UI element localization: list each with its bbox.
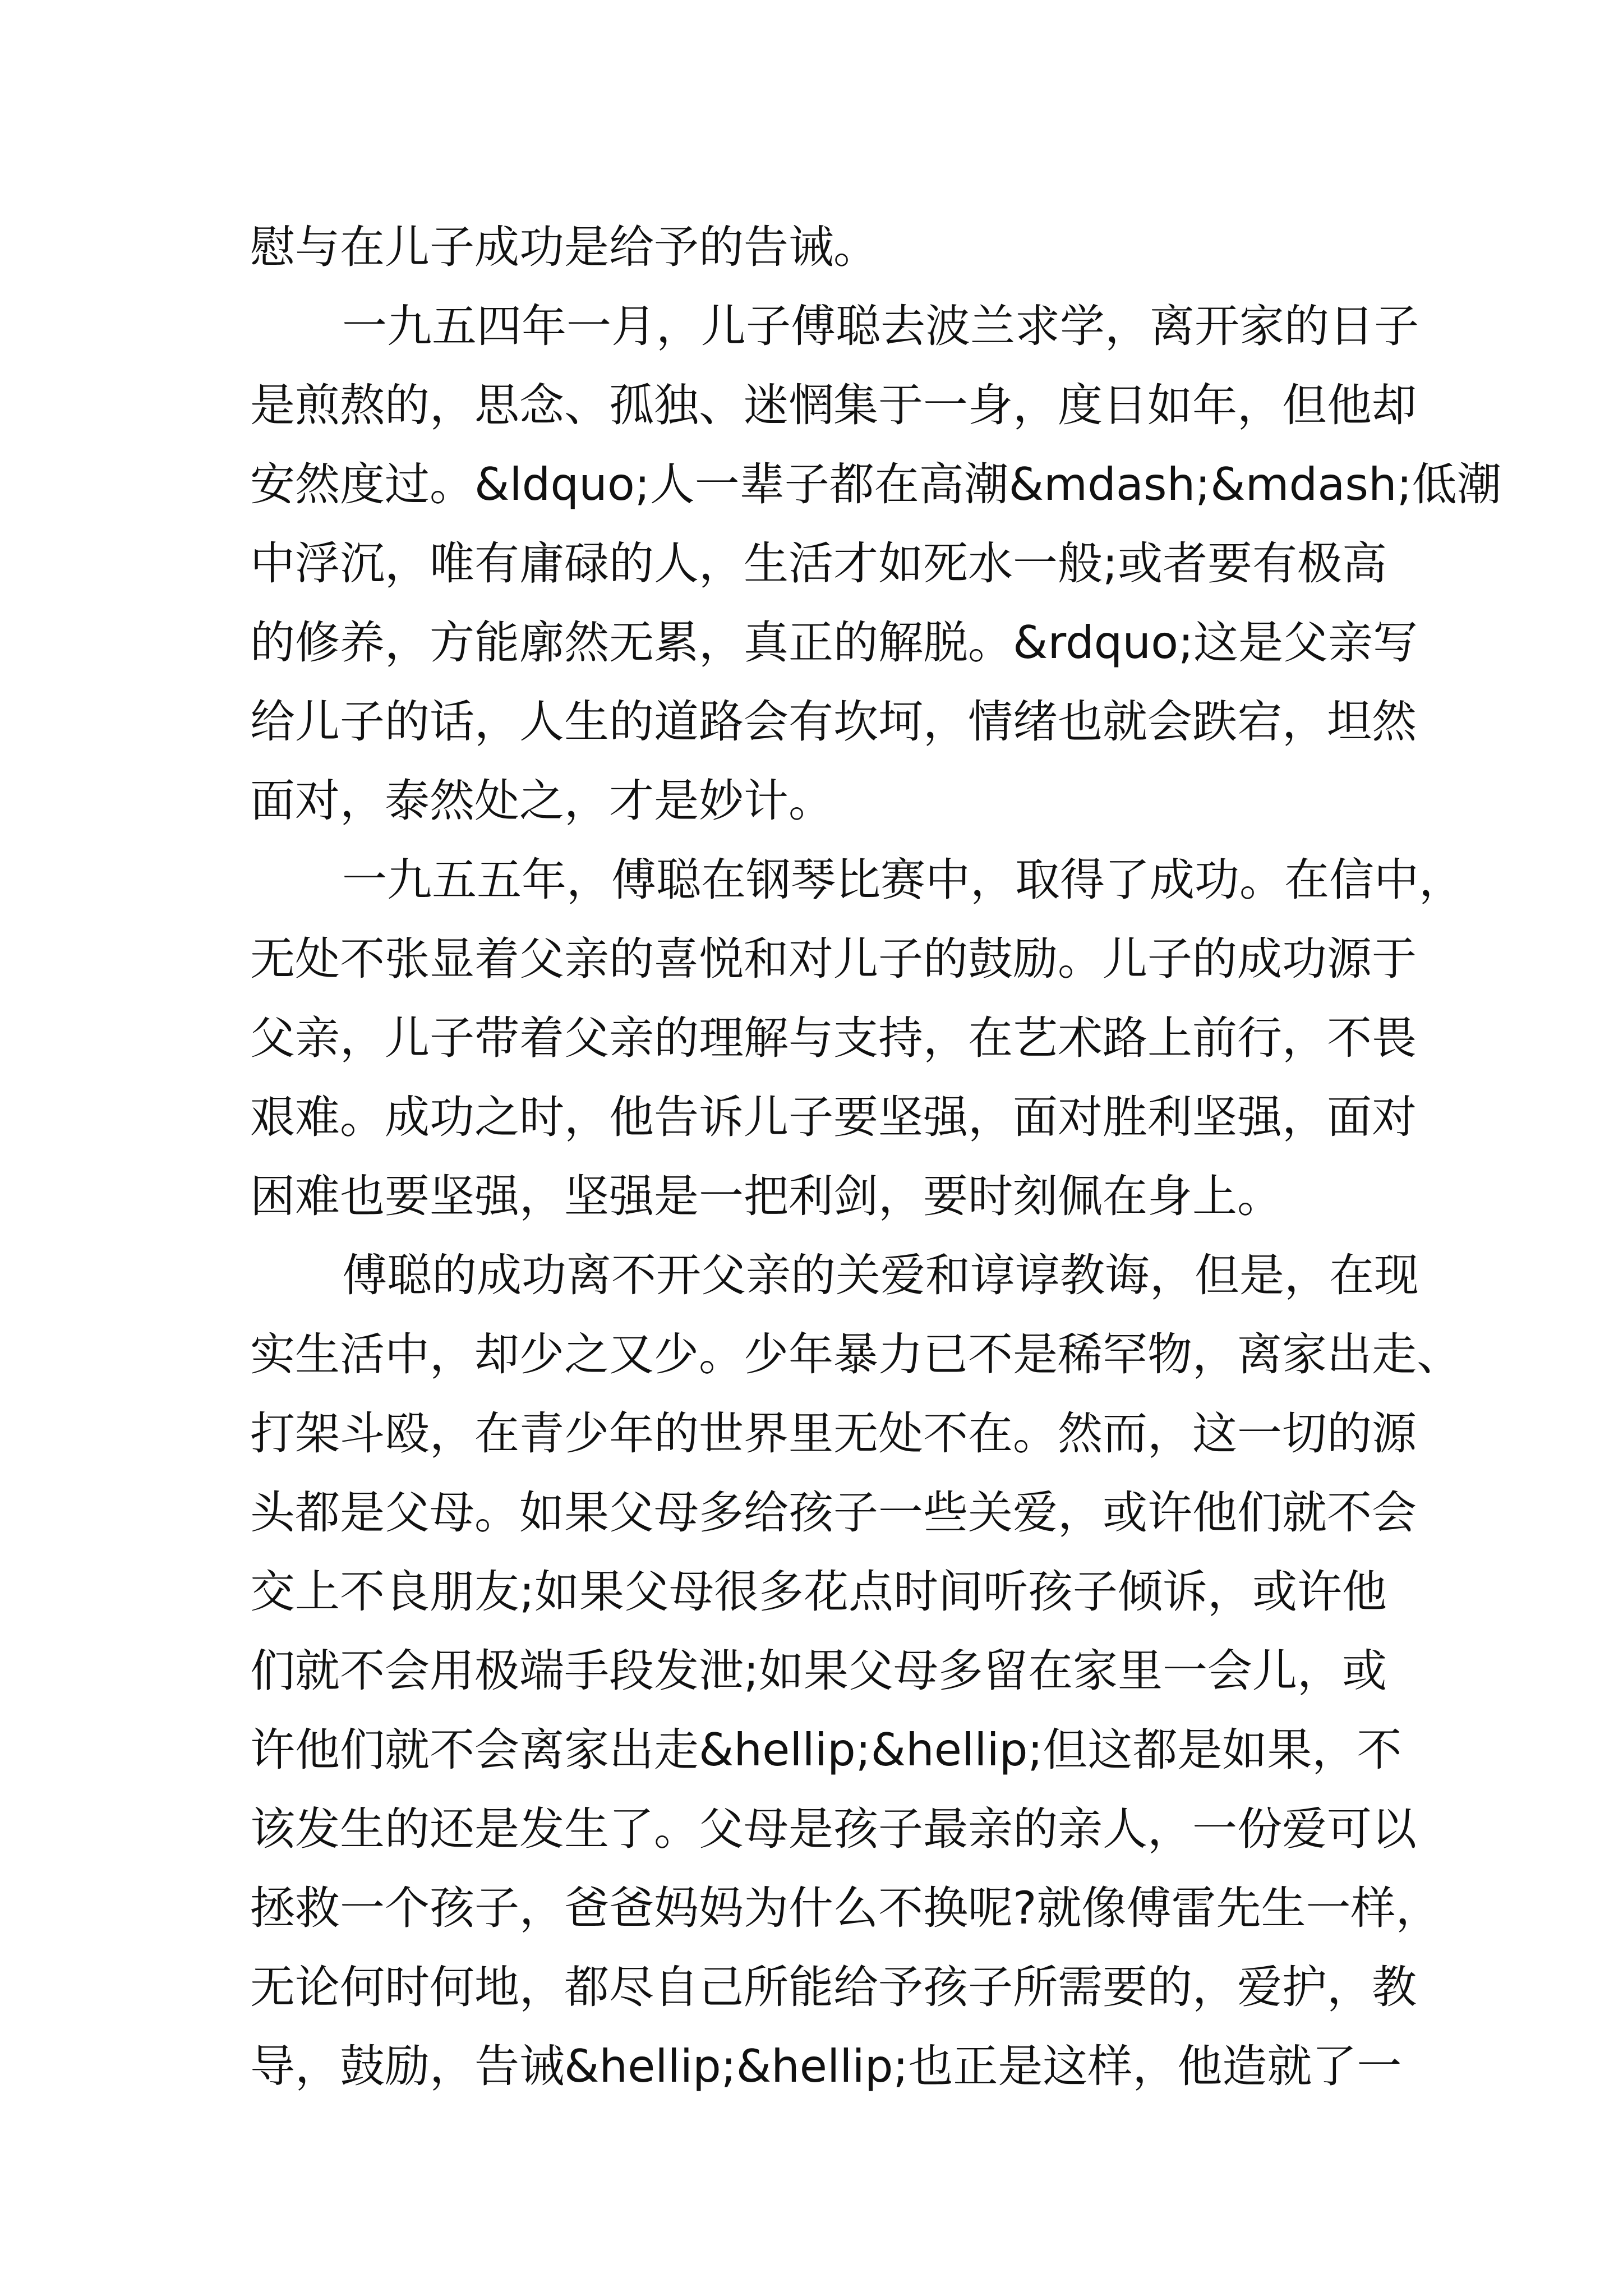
paragraph-start-line: 一九五四年一月，儿子傅聪去波兰求学，离开家的日子 xyxy=(342,300,1419,352)
text-line: 打架斗殴，在青少年的世界里无处不在。然而，这一切的源 xyxy=(250,1407,1417,1460)
text-line: 给儿子的话，人生的道路会有坎坷，情绪也就会跌宕，坦然 xyxy=(250,696,1417,748)
text-line: 的修养，方能廓然无累，真正的解脱。&rdquo;这是父亲写 xyxy=(250,616,1418,669)
text-line: 父亲，儿子带着父亲的理解与支持，在艺术路上前行，不畏 xyxy=(250,1012,1417,1064)
text-line: 头都是父母。如果父母多给孩子一些关爱，或许他们就不会 xyxy=(250,1487,1417,1539)
text-line: 拯救一个孩子，爸爸妈妈为什么不换呢?就像傅雷先生一样， xyxy=(250,1882,1441,1934)
paragraph-start-line: 傅聪的成功离不开父亲的关爱和谆谆教诲，但是，在现 xyxy=(342,1249,1419,1301)
text-line: 安然度过。&ldquo;人一辈子都在高潮&mdash;&mdash;低潮 xyxy=(250,458,1502,510)
text-line: 是煎熬的，思念、孤独、迷惘集于一身，度日如年，但他却 xyxy=(250,379,1417,431)
text-line: 实生活中，却少之又少。少年暴力已不是稀罕物，离家出走、 xyxy=(250,1328,1461,1381)
text-line: 许他们就不会离家出走&hellip;&hellip;但这都是如果，不 xyxy=(250,1724,1402,1776)
text-line: 导，鼓励，告诫&hellip;&hellip;也正是这样，他造就了一 xyxy=(250,2040,1402,2092)
text-line: 慰与在儿子成功是给予的告诫。 xyxy=(250,221,878,273)
document-body xyxy=(250,208,1502,2106)
text-line: 该发生的还是发生了。父母是孩子最亲的亲人，一份爱可以 xyxy=(250,1803,1417,1855)
text-line: 无处不张显着父亲的喜悦和对儿子的鼓励。儿子的成功源于 xyxy=(250,933,1417,985)
text-line: 交上不良朋友;如果父母很多花点时间听孩子倾诉，或许他 xyxy=(250,1566,1387,1618)
text-line: 面对，泰然处之，才是妙计。 xyxy=(250,775,833,827)
paragraph-start-line: 一九五五年，傅聪在钢琴比赛中，取得了成功。在信中， xyxy=(342,854,1464,906)
text-line: 艰难。成功之时，他告诉儿子要坚强，面对胜利坚强，面对 xyxy=(250,1091,1417,1143)
text-line: 们就不会用极端手段发泄;如果父母多留在家里一会儿，或 xyxy=(250,1645,1387,1697)
text-line: 困难也要坚强，坚强是一把利剑，要时刻佩在身上。 xyxy=(250,1170,1282,1222)
text-line: 无论何时何地，都尽自己所能给予孩子所需要的，爱护，教 xyxy=(250,1961,1417,2013)
text-line: 中浮沉，唯有庸碌的人，生活才如死水一般;或者要有极高 xyxy=(250,537,1387,590)
